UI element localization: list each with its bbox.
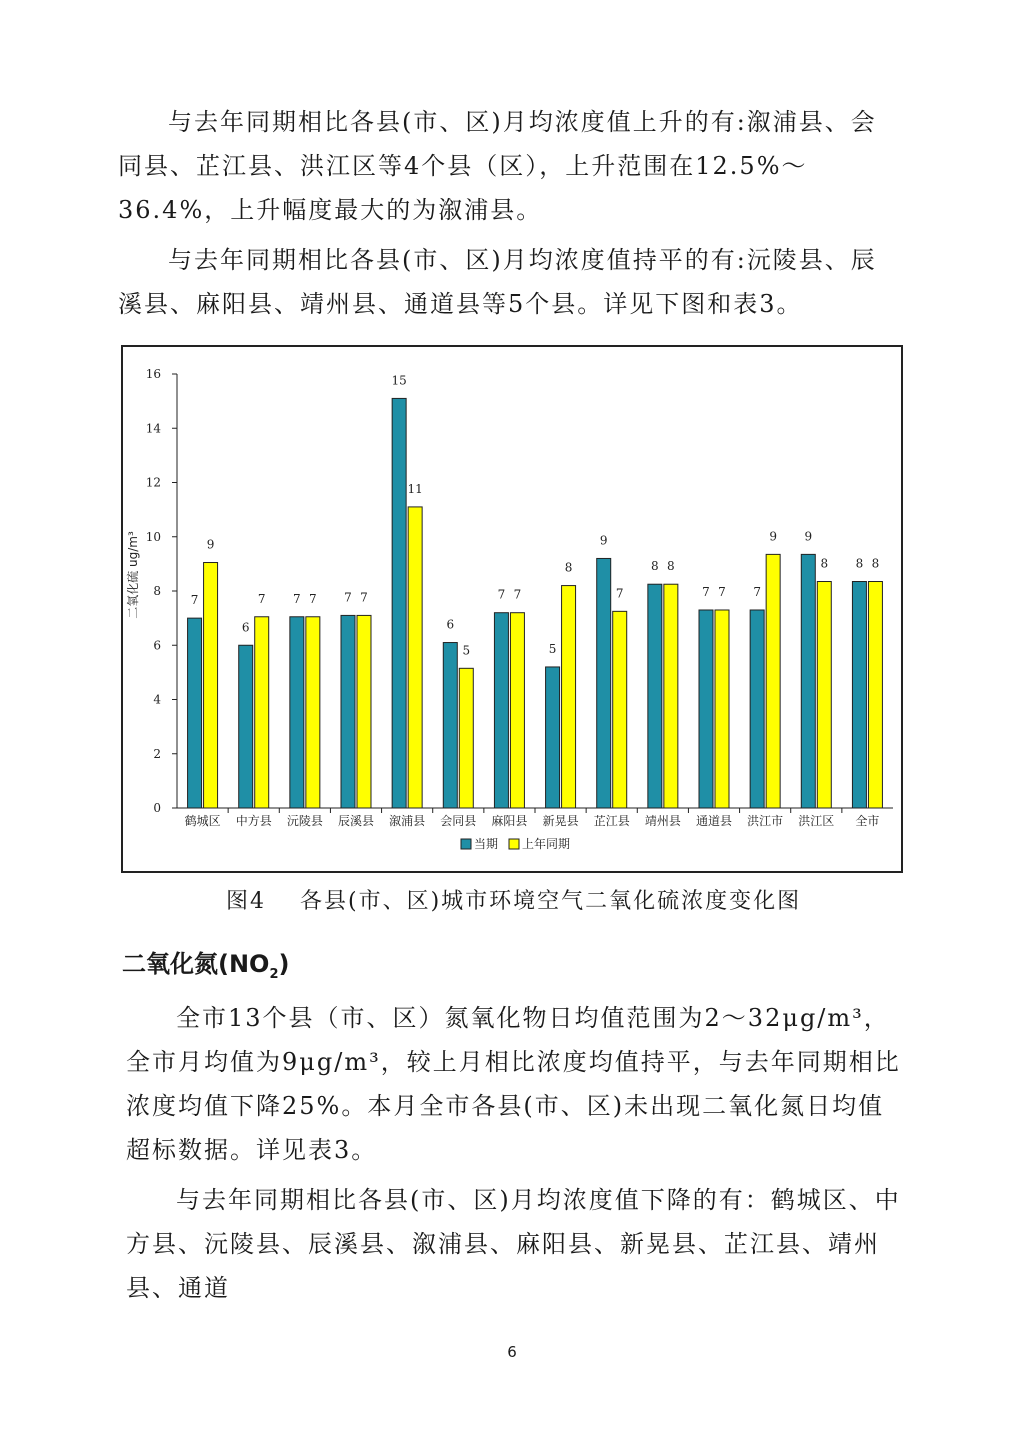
- bar-当期: [443, 643, 457, 808]
- x-category-label: 会同县: [440, 814, 477, 828]
- bar-当期: [188, 618, 202, 808]
- heading-close: ): [278, 950, 290, 978]
- x-category-label: 溆浦县: [389, 814, 426, 828]
- bar-value-label: 5: [548, 641, 557, 656]
- paragraph-no2-summary: 全市13个县（市、区）氮氧化物日均值范围为2～32μg/m³，全市月均值为9μg/m³，较上月相比浓度均值持平，与去年同期相比浓度均值下降25%。本月全市各县(市、区)未出现二氧化氮日均值超标数据。详见表3。: [126, 1004, 901, 1164]
- bar-value-label: 8: [564, 560, 573, 575]
- bar-当期: [648, 584, 662, 808]
- x-category-label: 中方县: [235, 814, 272, 828]
- chart-svg: [123, 347, 901, 871]
- bar-当期: [801, 554, 815, 808]
- legend-swatch: [461, 839, 471, 849]
- bar-value-label: 7: [513, 587, 522, 602]
- bar-上年同期: [817, 582, 831, 808]
- bar-value-label: 6: [241, 620, 250, 635]
- bar-当期: [750, 610, 764, 808]
- x-category-label: 沅陵县: [286, 814, 323, 828]
- bar-value-label: 7: [360, 590, 368, 605]
- bar-value-label: 7: [718, 584, 726, 599]
- bar-上年同期: [408, 507, 422, 808]
- bar-上年同期: [715, 610, 729, 808]
- so2-bar-chart: [121, 345, 903, 873]
- y-tick-label: 8: [153, 584, 161, 598]
- paragraph-so2-flat: 与去年同期相比各县(市、区)月均浓度值持平的有:沅陵县、辰溪县、麻阳县、靖州县、通道县等5个县。详见下图和表3。: [118, 246, 877, 318]
- bar-value-label: 7: [753, 584, 761, 599]
- bar-value-label: 7: [702, 584, 710, 599]
- legend-swatch: [509, 839, 519, 849]
- bar-value-label: 15: [391, 373, 407, 388]
- bar-当期: [341, 615, 355, 808]
- bar-value-label: 8: [667, 559, 675, 574]
- bar-上年同期: [868, 582, 882, 808]
- bar-上年同期: [306, 617, 320, 808]
- y-tick-label: 4: [153, 692, 161, 707]
- x-category-label: 麻阳县: [491, 814, 528, 828]
- bar-上年同期: [510, 613, 524, 808]
- bar-value-label: 5: [462, 643, 471, 658]
- bar-value-label: 8: [855, 556, 864, 571]
- bar-上年同期: [613, 611, 627, 808]
- y-tick-label: 10: [145, 529, 161, 544]
- bar-value-label: 7: [497, 587, 506, 602]
- x-category-label: 芷江县: [593, 814, 630, 828]
- bar-上年同期: [664, 584, 678, 808]
- bar-当期: [597, 558, 611, 808]
- y-tick-label: 12: [145, 475, 161, 490]
- figure-number: 图4: [226, 889, 266, 914]
- bar-value-label: 8: [651, 559, 659, 574]
- bar-当期: [546, 667, 560, 808]
- bar-value-label: 6: [446, 617, 455, 632]
- bar-当期: [392, 398, 406, 808]
- bar-value-label: 8: [820, 556, 829, 571]
- figure-caption: [226, 884, 801, 915]
- bar-value-label: 9: [206, 537, 215, 552]
- figure-title: 各县(市、区)城市环境空气二氧化硫浓度变化图: [300, 889, 802, 914]
- bar-value-label: 9: [769, 529, 777, 544]
- legend-label: 上年同期: [522, 837, 571, 851]
- bar-value-label: 7: [615, 586, 624, 601]
- paragraph-no2-decrease: 与去年同期相比各县(市、区)月均浓度值下降的有：鹤城区、中方县、沅陵县、辰溪县、溆浦县、麻阳县、新晃县、芷江县、靖州县、通道: [126, 1186, 901, 1302]
- bar-value-label: 7: [309, 591, 317, 606]
- x-category-label: 洪江区: [798, 814, 835, 828]
- paragraph-so2-increase: 与去年同期相比各县(市、区)月均浓度值上升的有:溆浦县、会同县、芷江县、洪江区等4个县（区），上升范围在12.5%～36.4%，上升幅度最大的为溆浦县。: [118, 108, 877, 224]
- bar-value-label: 7: [190, 593, 199, 608]
- x-category-label: 通道县: [695, 814, 733, 828]
- section-heading-no2: [122, 944, 289, 982]
- bar-value-label: 7: [257, 591, 266, 606]
- y-tick-label: 2: [153, 746, 161, 761]
- bar-value-label: 9: [599, 533, 608, 548]
- bar-当期: [494, 613, 508, 808]
- y-tick-label: 14: [145, 421, 161, 436]
- x-category-label: 靖州县: [644, 814, 681, 828]
- bar-value-label: 9: [804, 529, 813, 544]
- y-tick-label: 16: [145, 367, 161, 381]
- bar-上年同期: [562, 586, 576, 808]
- heading-main: 二氧化氮(NO: [122, 950, 270, 978]
- heading-subscript: 2: [269, 966, 279, 982]
- x-category-label: 洪江市: [747, 814, 784, 828]
- bar-当期: [290, 617, 304, 808]
- x-category-label: 全市: [855, 814, 880, 828]
- bar-上年同期: [255, 617, 269, 808]
- x-category-label: 鹤城区: [184, 814, 221, 828]
- bar-上年同期: [766, 554, 780, 808]
- legend-label: 当期: [474, 837, 499, 851]
- bar-value-label: 7: [344, 590, 352, 605]
- x-category-label: 辰溪县: [337, 814, 375, 828]
- bar-value-label: 11: [407, 481, 423, 496]
- bar-当期: [852, 582, 866, 808]
- bar-上年同期: [357, 615, 371, 808]
- bar-上年同期: [459, 668, 473, 808]
- bar-上年同期: [204, 563, 218, 808]
- bar-value-label: 8: [871, 556, 880, 571]
- y-tick-label: 6: [153, 638, 161, 653]
- bar-value-label: 7: [293, 591, 301, 606]
- y-axis-title: 二氧化硫 ug/m³: [126, 531, 140, 619]
- y-tick-label: 0: [153, 801, 161, 815]
- page-number: 6: [507, 1343, 517, 1361]
- bar-当期: [699, 610, 713, 808]
- x-category-label: 新晃县: [542, 814, 579, 828]
- bar-当期: [239, 645, 253, 808]
